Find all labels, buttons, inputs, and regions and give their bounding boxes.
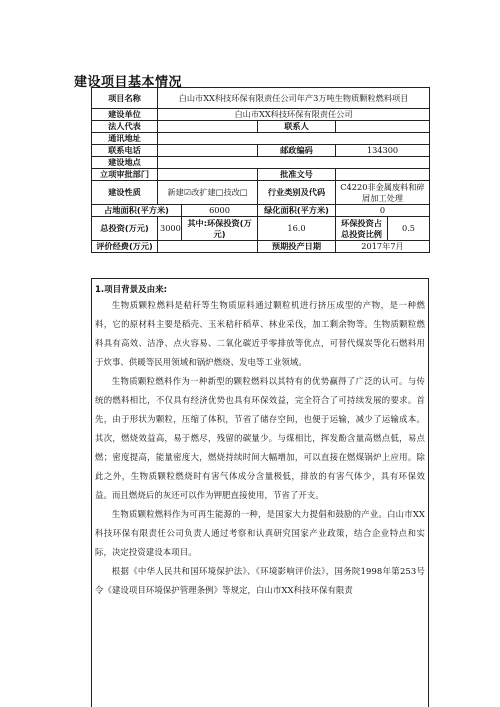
address-value	[158, 133, 430, 145]
table-row	[92, 241, 430, 253]
approval-no-label: 批准文号	[258, 169, 336, 181]
nature-value: 新建☑改扩建□技改□	[158, 181, 258, 205]
section-heading: 1.项目背景及由来:	[95, 285, 168, 295]
industry-label: 行业类别及代码	[258, 181, 336, 205]
phone-value	[158, 145, 258, 157]
background-section	[91, 278, 429, 707]
area-value: 6000	[182, 205, 258, 217]
address-label: 通讯地址	[92, 133, 158, 145]
site-value	[158, 157, 430, 169]
table-row	[92, 145, 430, 157]
start-date-value: 2017年7月	[336, 241, 430, 253]
industry-value: C4220非金属废料和碎屑加工处理	[336, 181, 430, 205]
green-label: 绿化面积(平方米)	[258, 205, 336, 217]
builder-value: 白山市XX科技环保有限责任公司	[158, 109, 430, 121]
ratio-label: 环保投资占总投资比例	[336, 217, 388, 241]
paragraph: 根据《中华人民共和国环境保护法》、《环境影响评价法》，国务院1998年第253号令《建设项目环境保护管理条例》等规定，白山市XX科技环保有限责	[95, 566, 425, 595]
table-row	[92, 205, 430, 217]
project-info-table	[91, 87, 430, 253]
contact-label: 联系人	[258, 121, 336, 133]
legal-rep-value	[158, 121, 258, 133]
table-row	[92, 217, 430, 241]
green-value: 0	[336, 205, 430, 217]
project-name-value: 白山市XX科技环保有限责任公司年产3万吨生物质颗粒燃料项目	[158, 88, 430, 109]
review-fee-label: 评价经费(万元)	[92, 241, 158, 253]
table-row	[92, 133, 430, 145]
paragraph: 生物质颗粒燃料是秸秆等生物质原料通过颗粒机进行挤压成型的产物，是一种燃料，它的原材料主要是稻壳、玉米秸秆稻草、林业采伐，加工剩余物等。生物质颗粒燃料具有高效、洁净、点火容易、二氧化碳近乎零排放等优点，可替代煤炭等化石燃料用于炊事、供暖等民用领域和锅炉燃烧、发电等工业领域。	[95, 300, 425, 367]
postcode-label: 邮政编码	[258, 145, 336, 157]
phone-label: 联系电话	[92, 145, 158, 157]
postcode-value: 134300	[336, 145, 430, 157]
env-invest-label: 其中:环保投资(万元)	[182, 217, 258, 241]
invest-value: 3000	[158, 217, 182, 241]
approval-no-value	[336, 169, 430, 181]
approval-dept-label: 立项审批部门	[92, 169, 158, 181]
table-row	[92, 109, 430, 121]
site-label: 建设地点	[92, 157, 158, 169]
table-row	[92, 121, 430, 133]
ratio-value: 0.5	[388, 217, 430, 241]
table-row	[92, 169, 430, 181]
area-label: 占地面积(平方米)	[92, 205, 182, 217]
project-name-label: 项目名称	[92, 88, 158, 109]
legal-rep-label: 法人代表	[92, 121, 158, 133]
table-row	[92, 88, 430, 109]
page-title: 建设项目基本情况	[74, 75, 183, 90]
builder-label: 建设单位	[92, 109, 158, 121]
paragraph: 生物质颗粒燃料作为可再生能源的一种，是国家大力提倡和鼓励的产业。白山市XX科技环保有限责任公司负责人通过考察和认真研究国家产业政策，结合企业特点和实际，决定投资建设本项目。	[95, 509, 425, 557]
start-date-label: 预期投产日期	[258, 241, 336, 253]
paragraph: 生物质颗粒燃料作为一种新型的颗粒燃料以其特有的优势赢得了广泛的认可。与传统的燃料相比，不仅具有经济优势也具有环保效益，完全符合了可持续发展的要求。首先，由于形状为颗粒，压缩了体积，节省了储存空间，也便于运输，减少了运输成本。其次，燃烧效益高，易于燃尽，残留的碳量少。与煤相比，挥发酚含量高燃点低，易点燃；密度提高，能量密度大，燃烧持续时间大幅增加，可以直接在燃煤锅炉上应用。除此之外，生物质颗粒燃烧时有害气体成分含量极低，排放的有害气体少，具有环保效益。而且燃烧后的灰还可以作为钾肥直接使用，节省了开支。	[95, 376, 425, 500]
invest-label: 总投资(万元)	[92, 217, 158, 241]
review-fee-value	[158, 241, 258, 253]
table-row	[92, 181, 430, 205]
nature-label: 建设性质	[92, 181, 158, 205]
contact-value	[336, 121, 430, 133]
approval-dept-value	[158, 169, 258, 181]
env-invest-value: 16.0	[258, 217, 336, 241]
table-row	[92, 157, 430, 169]
